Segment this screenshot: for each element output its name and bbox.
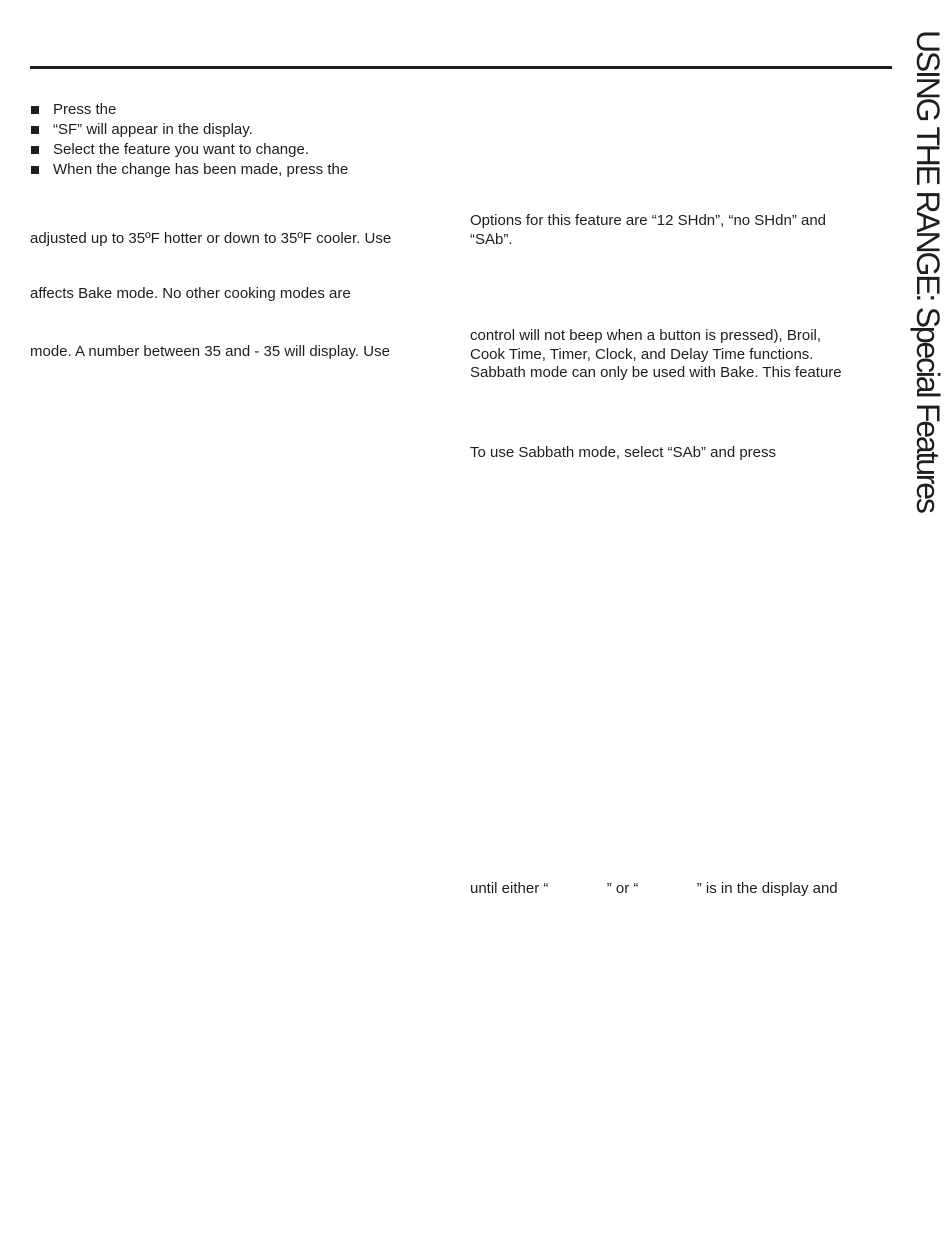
list-item: Select the feature you want to change. <box>30 140 348 160</box>
body-text-line: mode. A number between 35 and - 35 will display. Use <box>30 343 390 360</box>
body-text-line: Sabbath mode can only be used with Bake. This feature <box>470 364 842 381</box>
body-text-line: control will not beep when a button is pressed), Broil, <box>470 327 822 344</box>
list-item: When the change has been made, press the <box>30 160 348 180</box>
list-item: “SF” will appear in the display. <box>30 120 348 140</box>
bullet-square-icon <box>31 146 39 154</box>
body-text-line: until either “ ” or “ ” is in the display and <box>470 880 838 897</box>
header-rule <box>30 66 892 69</box>
bullet-square-icon <box>31 166 39 174</box>
body-text-line: Options for this feature are “12 SHdn”, “no SHdn” and <box>470 212 827 229</box>
bullet-square-icon <box>31 126 39 134</box>
section-sidebar-title <box>910 30 946 512</box>
body-text-line: To use Sabbath mode, select “SAb” and press <box>470 444 777 461</box>
instruction-list <box>30 100 348 180</box>
sidebar-title: USING THE RANGE: <box>910 30 946 307</box>
body-text-line: affects Bake mode. No other cooking modes are <box>30 285 351 302</box>
sidebar-subtitle: Special Features <box>910 306 946 512</box>
body-text-line: Cook Time, Timer, Clock, and Delay Time functions. <box>470 346 814 363</box>
bullet-square-icon <box>31 106 39 114</box>
list-item: Press the <box>30 100 348 120</box>
body-text-line: “SAb”. <box>470 231 513 248</box>
body-text-line: adjusted up to 35ºF hotter or down to 35ºF cooler. Use <box>30 230 392 247</box>
